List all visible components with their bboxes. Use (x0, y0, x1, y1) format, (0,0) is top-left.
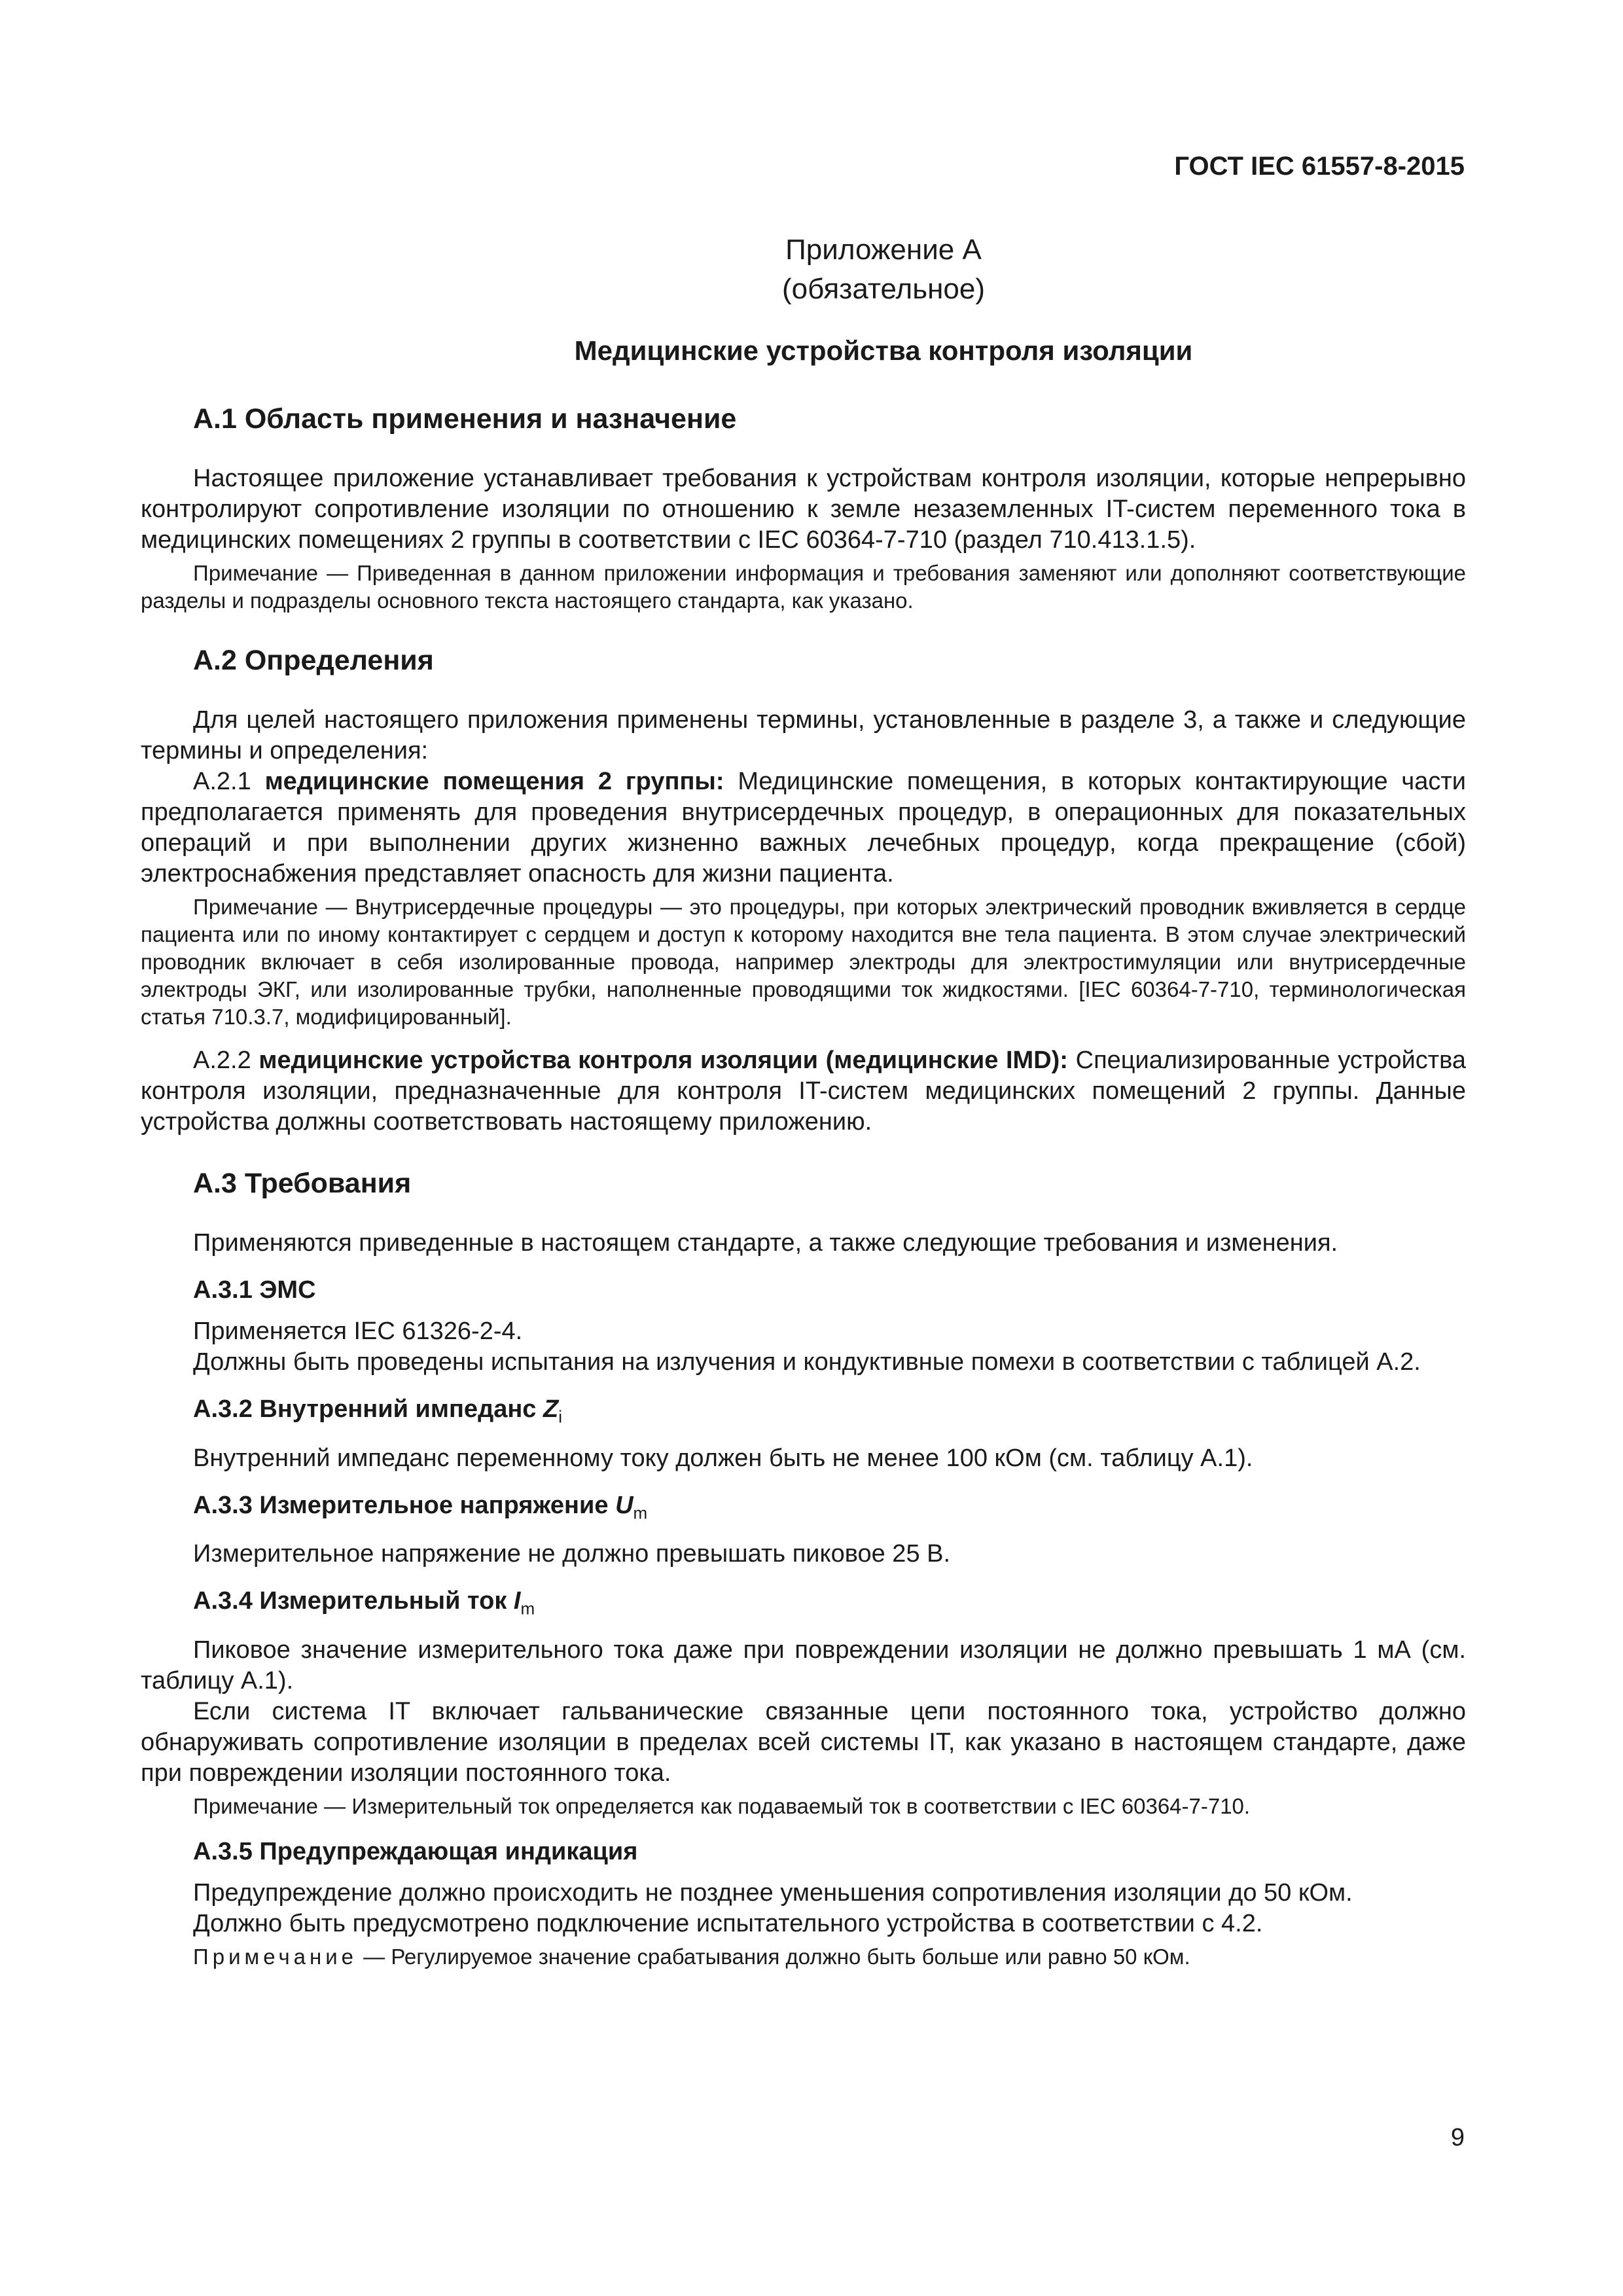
note: Примечание — Измерительный ток определяется как подаваемый ток в соответствии с IEC 60364-7-710. (193, 1793, 1251, 1818)
annex-status: (обязательное) (781, 273, 986, 305)
subsection-heading-current: А.3.4 Измерительный ток $I_m$ (193, 1587, 535, 1619)
subsection-heading-warning: А.3.5 Предупреждающая индикация (193, 1837, 638, 1865)
symbol: Z (543, 1395, 559, 1423)
paragraph: Предупреждение должно происходить не позднее уменьшения сопротивления изоляции до 50 кОм. (193, 1878, 1353, 1907)
annex-heading: Медицинские устройства контроля изоляции (574, 335, 1193, 366)
definition-number: А.2.1 (193, 768, 265, 795)
symbol-subscript: i (558, 1407, 562, 1427)
note: Примечание — Приведенная в данном приложении информация и требования заменяют или дополняют соответствующие разделы и подразделы основного текста настоящего стандарта, как указано. (141, 561, 1466, 613)
section-a3 (141, 1164, 1466, 1971)
paragraph: Пиковое значение измерительного тока даже при повреждении изоляции не должно превышать 1 мА (см. таблицу А.1). (141, 1636, 1466, 1695)
paragraph: Настоящее приложение устанавливает требования к устройствам контроля изоляции, которые непрерывно контролируют сопротивление изоляции по отношению к земле незаземленных IT-систем переменного тока в медицинских помещениях 2 группы в соответствии с IEC 60364-7-710 (раздел 710.413.1.5). (141, 465, 1466, 554)
page-number: 9 (1450, 2124, 1465, 2151)
document-code: ГОСТ IEC 61557-8-2015 (1174, 152, 1465, 181)
section-a1 (141, 399, 1466, 615)
paragraph: Для целей настоящего приложения применены термины, установленные в разделе 3, а также и следующие термины и определения: (141, 706, 1466, 764)
paragraph: Если система IT включает гальванические связанные цепи постоянного тока, устройство должно обнаруживать сопротивление изоляции в пределах всей системы IT, как указано в настоящем стандарте, даже при повреждении изоляции постоянного тока. (141, 1697, 1466, 1787)
annex-title: Приложение А (785, 234, 982, 266)
definition-a21 (141, 766, 1466, 889)
definition-number: А.2.2 (193, 1047, 259, 1074)
symbol: U (615, 1491, 633, 1519)
definition-text: Специализированные устройства контроля изоляции, предназначенные для контроля IT-систем медицинских помещений 2 группы. Данные устройства должны соответствовать настоящему приложению. (141, 1047, 1466, 1136)
note-label: Примечание (193, 1944, 358, 1969)
subsection-heading-impedance: А.3.2 Внутренний импеданс $Z_i$ (193, 1395, 562, 1427)
section-heading: А.1 Область применения и назначение (193, 403, 737, 435)
definition-a22 (141, 1045, 1466, 1138)
definition-term: медицинские устройства контроля изоляции (медицинские IMD): (259, 1047, 1068, 1074)
paragraph: Измерительное напряжение не должно превышать пиковое 25 В. (193, 1540, 951, 1568)
note (141, 1943, 1466, 1971)
subsection-heading-voltage: А.3.3 Измерительное напряжение $U_m$ (193, 1491, 648, 1523)
section-heading: А.2 Определения (193, 645, 434, 676)
paragraph: Применяется IEC 61326-2-4. (193, 1318, 523, 1345)
section-a2 (141, 641, 1466, 1138)
paragraph: Применяются приведенные в настоящем стандарте, а также следующие требования и изменения. (193, 1229, 1338, 1257)
definition-text: Медицинские помещения, в которых контактирующие части предполагается применять для проведения внутрисердечных процедур, в операционных для показательных операций и при выполнении других жизненно важных лечебных процедур, когда прекращение (сбой) электроснабжения представляет опасность для жизни пациента. (141, 768, 1466, 888)
paragraph: Внутренний импеданс переменному току должен быть не менее 100 кОм (см. таблицу А.1). (193, 1444, 1253, 1472)
subsection-heading-emc: А.3.1 ЭМС (193, 1276, 316, 1304)
symbol-subscript: m (520, 1598, 535, 1619)
symbol-subscript: m (633, 1503, 648, 1523)
paragraph: Должно быть предусмотрено подключение испытательного устройства в соответствии с 4.2. (193, 1909, 1263, 1937)
paragraph: Должны быть проведены испытания на излучения и кондуктивные помехи в соответствии с таблицей А.2. (193, 1348, 1421, 1376)
note: Примечание — Внутрисердечные процедуры — это процедуры, при которых электрический проводник вживляется в сердце пациента или по иному контактирует с сердцем и доступ к которому находится вне тела пациента. В этом случае электрический проводник включает в себя изолированные провода, например электроды для электростимуляции или внутрисердечные электроды ЭКГ, или изолированные трубки, наполненные проводящими ток жидкостями. [IEC 60364-7-710, терминологическая статья 710.3.7, модифицированный]. (141, 895, 1466, 1029)
definition-term: медицинские помещения 2 группы: (264, 768, 724, 795)
note-text: — Регулируемое значение срабатывания должно быть больше или равно 50 кОм. (357, 1944, 1190, 1969)
symbol: I (513, 1587, 521, 1615)
section-heading: А.3 Требования (193, 1168, 412, 1199)
document-body (141, 399, 1466, 1997)
